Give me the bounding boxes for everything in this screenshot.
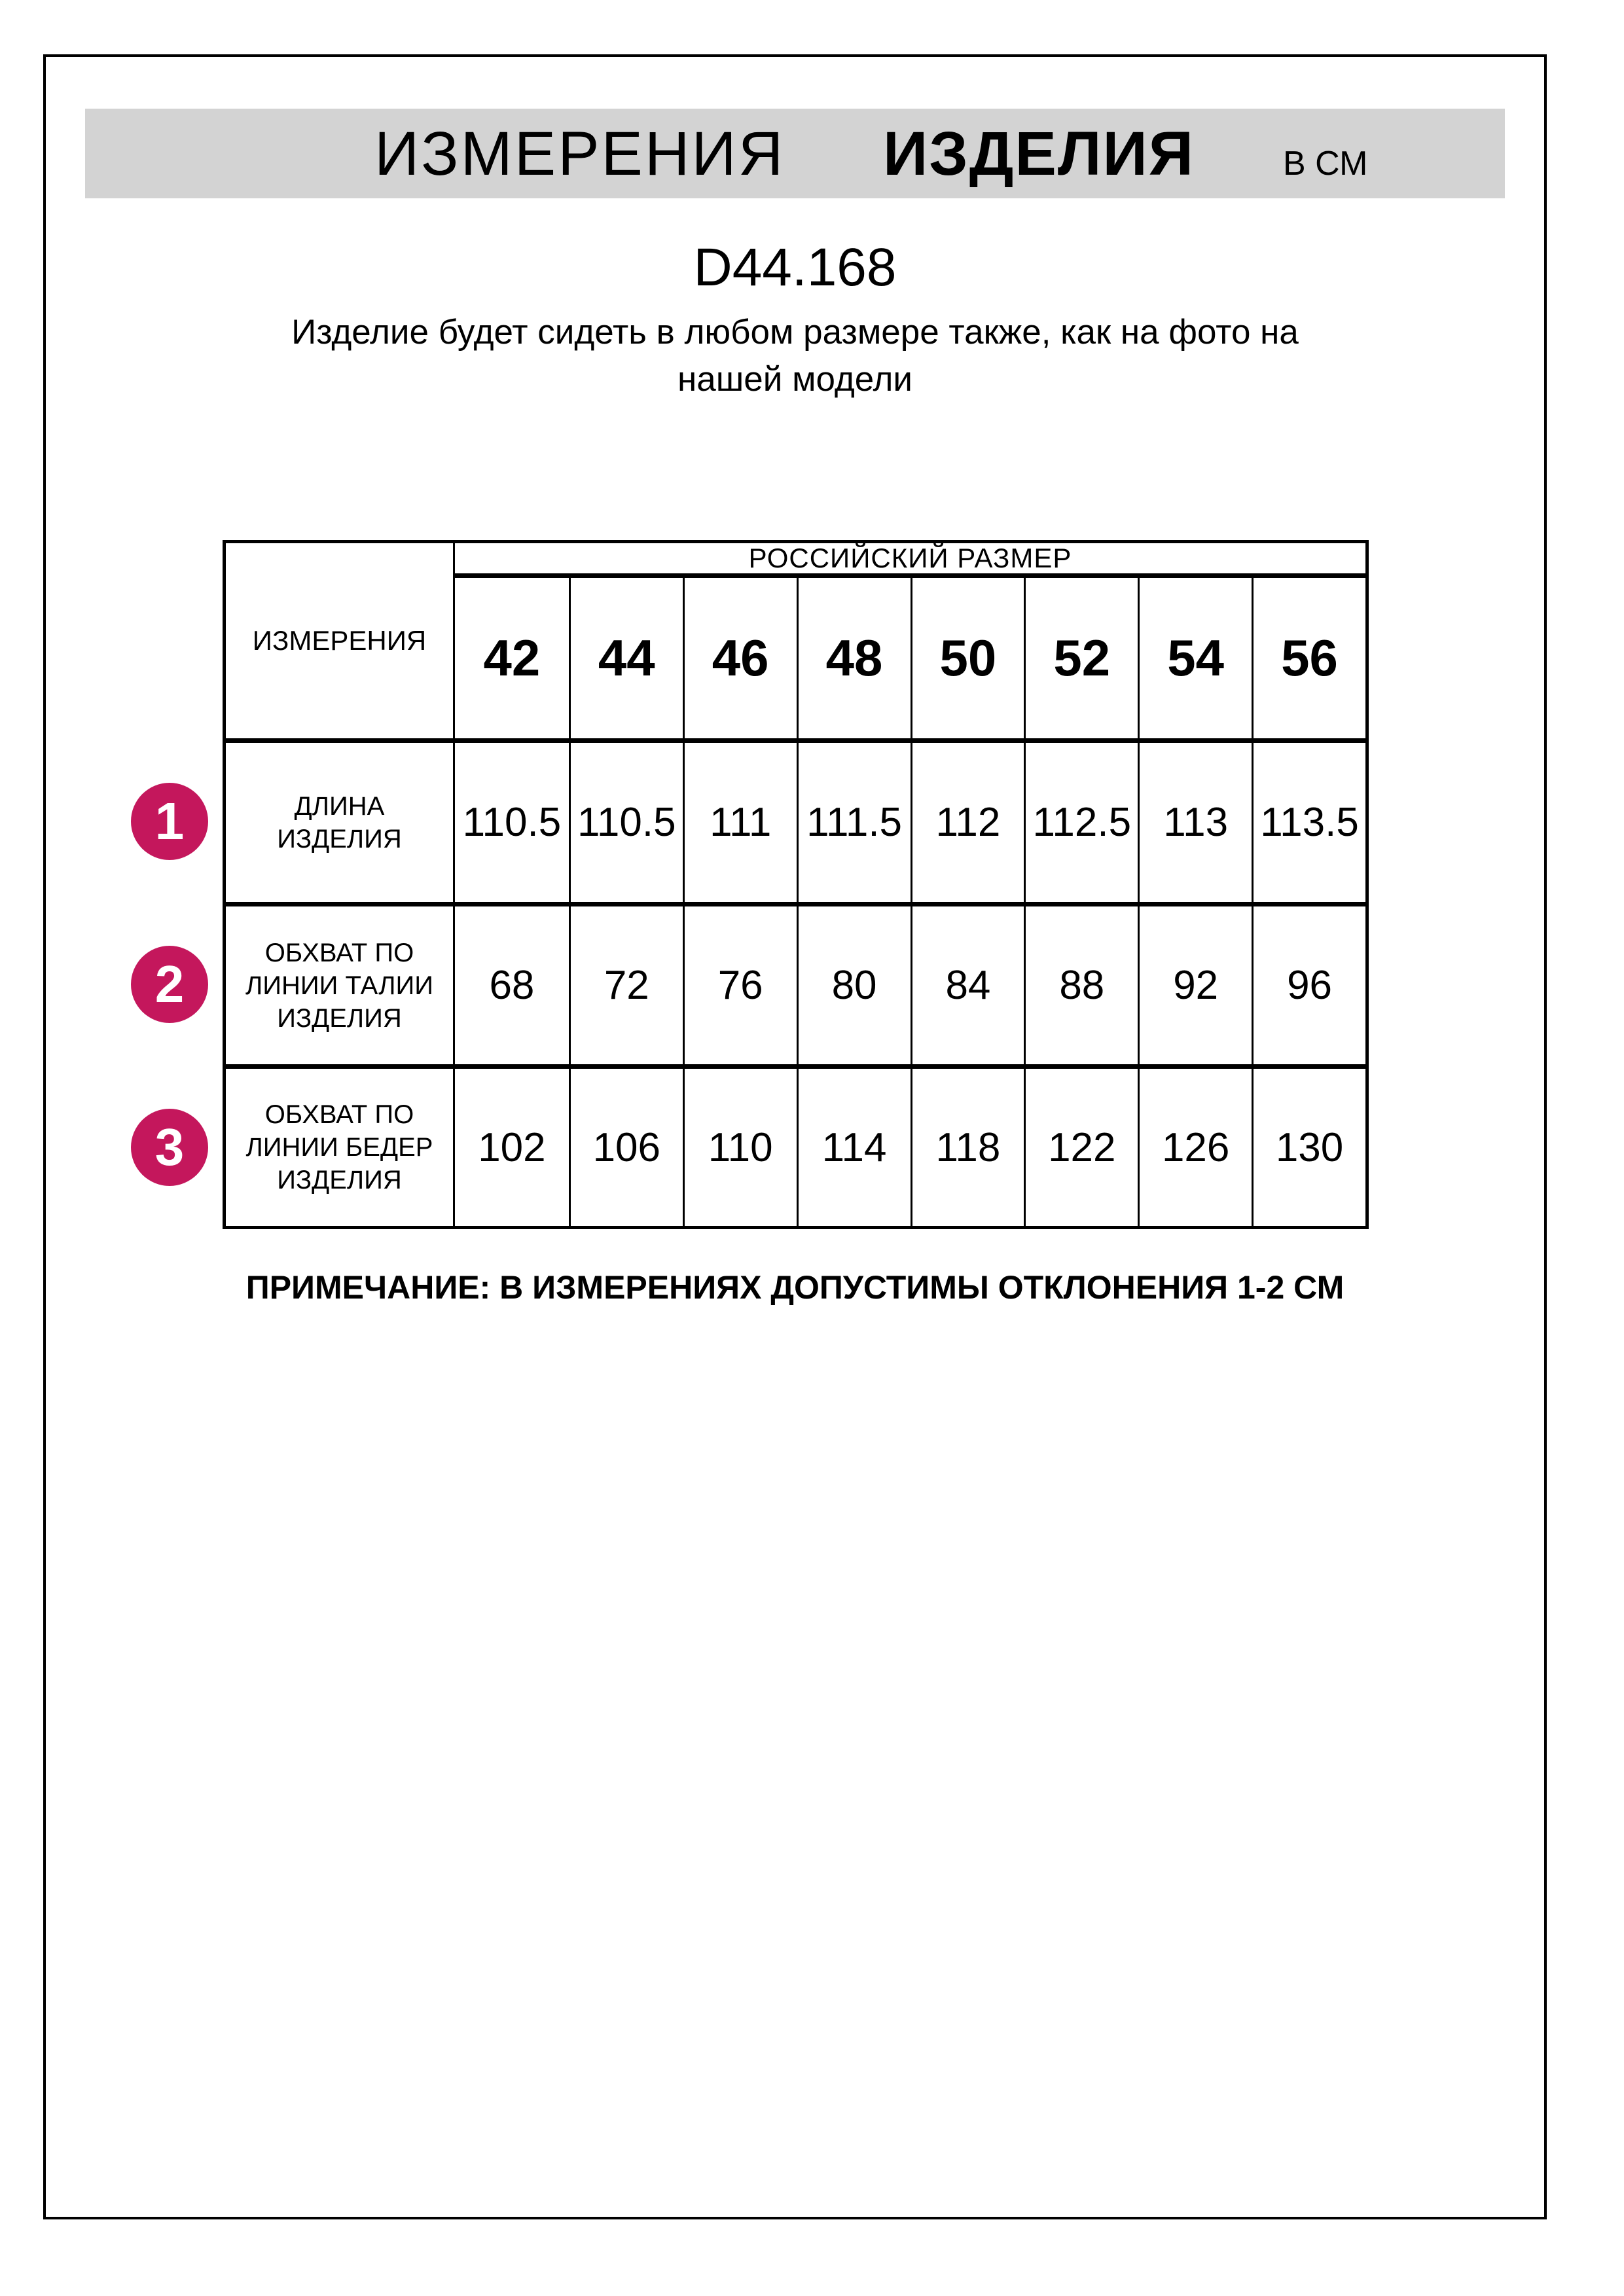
table-cell: 84 (911, 906, 1024, 1069)
table-header-measurements: ИЗМЕРЕНИЯ (226, 543, 455, 743)
row-label-hips: ОБХВАТ ПО ЛИНИИ БЕДЕР ИЗДЕЛИЯ (226, 1069, 455, 1226)
table-cell: 110 (683, 1069, 797, 1226)
description (43, 309, 1547, 403)
size-table (223, 540, 1369, 1229)
row-label-waist: ОБХВАТ ПО ЛИНИИ ТАЛИИ ИЗДЕЛИЯ (226, 906, 455, 1069)
table-cell: 111 (683, 743, 797, 906)
table-cell: 122 (1024, 1069, 1138, 1226)
product-code: D44.168 (693, 238, 897, 297)
size-col-44: 44 (569, 578, 683, 743)
table-cell: 126 (1138, 1069, 1252, 1226)
table-header-russian-size: РОССИЙСКИЙ РАЗМЕР (455, 543, 1365, 578)
table-cell: 68 (455, 906, 569, 1069)
table-cell: 76 (683, 906, 797, 1069)
table-cell: 112 (911, 743, 1024, 906)
row-badge-3: 3 (131, 1109, 208, 1186)
size-col-52: 52 (1024, 578, 1138, 743)
description-line-1: Изделие будет сидеть в любом размере также, как на фото на (291, 313, 1299, 351)
size-col-50: 50 (911, 578, 1024, 743)
size-col-56: 56 (1252, 578, 1365, 743)
size-col-46: 46 (683, 578, 797, 743)
table-cell: 113.5 (1252, 743, 1365, 906)
size-col-54: 54 (1138, 578, 1252, 743)
table-cell: 88 (1024, 906, 1138, 1069)
table-cell: 111.5 (797, 743, 911, 906)
table-cell: 112.5 (1024, 743, 1138, 906)
table-cell: 130 (1252, 1069, 1365, 1226)
table-cell: 110.5 (455, 743, 569, 906)
table-cell: 110.5 (569, 743, 683, 906)
table-cell: 113 (1138, 743, 1252, 906)
table-cell: 92 (1138, 906, 1252, 1069)
size-col-42: 42 (455, 578, 569, 743)
table-cell: 80 (797, 906, 911, 1069)
table-cell: 72 (569, 906, 683, 1069)
row-label-length: ДЛИНА ИЗДЕЛИЯ (226, 743, 455, 906)
table-cell: 96 (1252, 906, 1365, 1069)
title-product-word: ИЗДЕЛИЯ (883, 119, 1195, 188)
title-bar (85, 109, 1505, 198)
note: ПРИМЕЧАНИЕ: В ИЗМЕРЕНИЯХ ДОПУСТИМЫ ОТКЛОНЕНИЯ 1-2 СМ (245, 1269, 1344, 1306)
title-measurements: ИЗМЕРЕНИЯ (374, 119, 785, 188)
table-cell: 106 (569, 1069, 683, 1226)
table-cell: 114 (797, 1069, 911, 1226)
table-cell: 118 (911, 1069, 1024, 1226)
row-badge-2: 2 (131, 946, 208, 1023)
title-units: В СМ (1283, 145, 1368, 183)
size-col-48: 48 (797, 578, 911, 743)
table-cell: 102 (478, 1124, 546, 1170)
row-badge-1: 1 (131, 783, 208, 860)
description-line-2: нашей модели (677, 360, 912, 399)
